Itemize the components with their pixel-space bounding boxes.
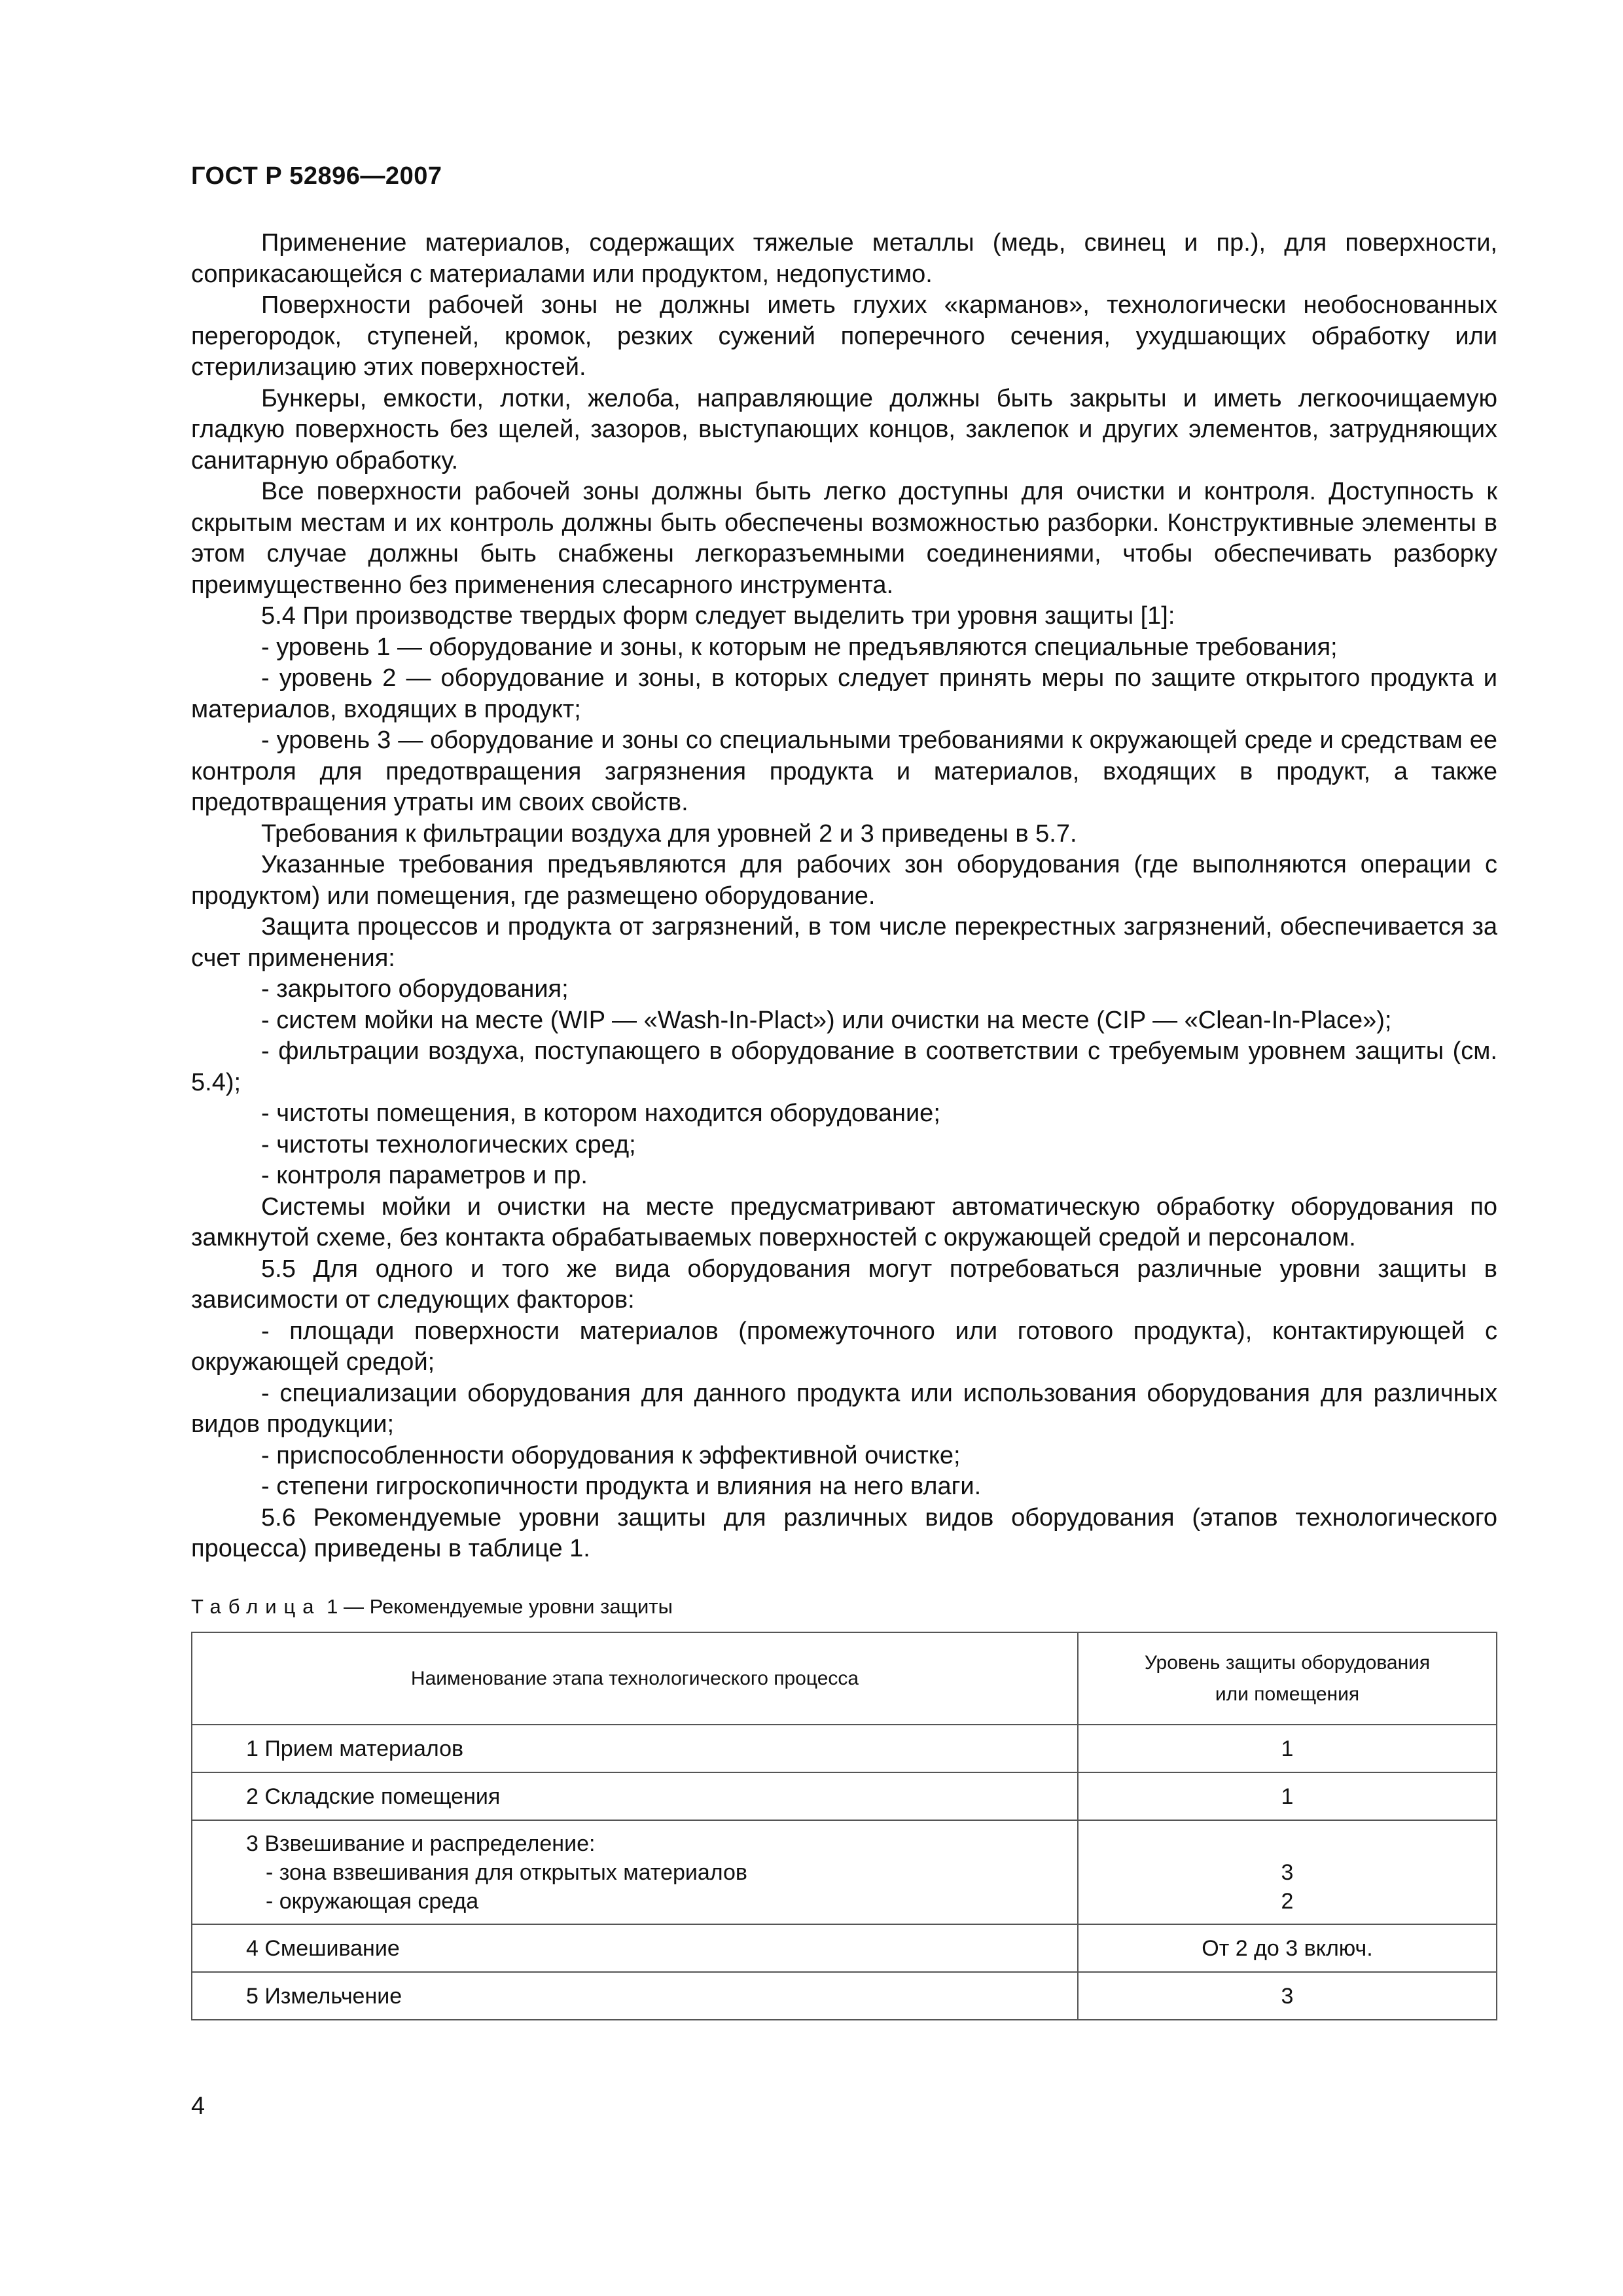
list-item: - степени гигроскопичности продукта и влияния на него влаги. [261, 1473, 982, 1500]
stage-cell: 5 Измельчение [192, 1972, 1078, 2020]
column-header-level-line1: Уровень защиты оборудования [1144, 1651, 1431, 1674]
column-header-level [1078, 1632, 1497, 1725]
list-item: - приспособленности оборудования к эффективной очистке; [261, 1441, 961, 1469]
list-item: - закрытого оборудования; [261, 975, 569, 1003]
list-item: - уровень 2 — оборудование и зоны, в которых следует принять меры по защите открытого продукта и материалов, входящих в продукт; [191, 664, 1497, 723]
stage-cell: 4 Смешивание [192, 1924, 1078, 1972]
level-value: 3 [1281, 1859, 1294, 1885]
page-number: 4 [191, 2092, 205, 2120]
level-cell: 1 [1078, 1772, 1497, 1820]
list-item: - контроля параметров и пр. [261, 1162, 588, 1189]
list-item: - уровень 1 — оборудование и зоны, к которым не предъявляются специальные требования; [261, 633, 1338, 661]
table-caption-title: 1 — Рекомендуемые уровни защиты [321, 1595, 673, 1618]
list-item: - площади поверхности материалов (промежуточного или готового продукта), контактирующей с окружающей средой; [191, 1317, 1497, 1376]
paragraph: Все поверхности рабочей зоны должны быть легко доступны для очистки и контроля. Доступность к скрытым местам и их контроль должны быть обеспечены возможностью разборки. Конструктивные элементы в этом случае должны быть снабжены легкоразъемными соединениями, чтобы обеспечивать разборку преимущественно без применения слесарного инструмента. [191, 478, 1497, 599]
stage-cell [192, 1820, 1078, 1924]
paragraph: Поверхности рабочей зоны не должны иметь глухих «карманов», технологически необоснованных перегородок, ступеней, кромок, резких сужений поперечного сечения, ухудшающих обработку или стерилизацию этих поверхностей. [191, 291, 1497, 381]
document-header: ГОСТ Р 52896—2007 [191, 162, 442, 190]
table-row [192, 1772, 1497, 1820]
stage-subitem: - окружающая среда [266, 1888, 479, 1914]
section-5-4: 5.4 При производстве твердых форм следует выделить три уровня защиты [1]: [261, 602, 1175, 630]
list-item: - систем мойки на месте (WIP — «Wash-In-Plact») или очистки на месте (CIP — «Clean-In-Place»); [261, 1006, 1392, 1034]
list-item: - чистоты помещения, в котором находится оборудование; [261, 1100, 940, 1127]
list-item: - фильтрации воздуха, поступающего в оборудование в соответствии с требуемым уровнем защиты (см. 5.4); [191, 1037, 1497, 1096]
stage-subitem: - зона взвешивания для открытых материалов [266, 1859, 747, 1885]
table-row [192, 1972, 1497, 2020]
paragraph: Требования к фильтрации воздуха для уровней 2 и 3 приведены в 5.7. [261, 819, 1077, 848]
column-header-level-line2: или помещения [1215, 1683, 1360, 1705]
stage-cell: 1 Прием материалов [192, 1725, 1078, 1772]
stage-title: 3 Взвешивание и распределение: [246, 1831, 596, 1856]
level-cell: 1 [1078, 1725, 1497, 1772]
paragraph: Указанные требования предъявляются для рабочих зон оборудования (где выполняются операции с продуктом) или помещения, где размещено оборудование. [191, 851, 1497, 910]
table-caption-label: Таблица [191, 1595, 321, 1618]
level-cell: От 2 до 3 включ. [1078, 1924, 1497, 1972]
level-cell [1078, 1820, 1497, 1924]
document-body [191, 228, 1497, 1565]
table-caption [191, 1595, 673, 1619]
section-5-6: 5.6 Рекомендуемые уровни защиты для различных видов оборудования (этапов технологического процесса) приведены в таблице 1. [191, 1503, 1497, 1562]
list-item: - специализации оборудования для данного продукта или использования оборудования для различных видов продукции; [191, 1379, 1497, 1438]
list-item: - уровень 3 — оборудование и зоны со специальными требованиями к окружающей среде и средствам ее контроля для предотвращения загрязнения продукта и материалов, входящих в продукт, а также предотвращения утраты им своих свойств. [191, 726, 1497, 816]
paragraph: Бункеры, емкости, лотки, желоба, направляющие должны быть закрыты и иметь легкоочищаемую гладкую поверхность без щелей, зазоров, выступающих концов, заклепок и других элементов, затрудняющих санитарную обработку. [191, 384, 1497, 475]
level-cell: 3 [1078, 1972, 1497, 2020]
paragraph: Системы мойки и очистки на месте предусматривают автоматическую обработку оборудования по замкнутой схеме, без контакта обрабатываемых поверхностей с окружающей средой и персоналом. [191, 1193, 1497, 1251]
table-row [192, 1924, 1497, 1972]
protection-levels-table [191, 1632, 1497, 2020]
table-row [192, 1820, 1497, 1924]
stage-cell: 2 Складские помещения [192, 1772, 1078, 1820]
table-header-row [192, 1632, 1497, 1725]
list-item: - чистоты технологических сред; [261, 1130, 636, 1158]
paragraph: Применение материалов, содержащих тяжелые металлы (медь, свинец и пр.), для поверхности, соприкасающейся с материалами или продуктом, недопустимо. [191, 229, 1497, 288]
paragraph: Защита процессов и продукта от загрязнений, в том числе перекрестных загрязнений, обеспечивается за счет применения: [191, 913, 1497, 972]
section-5-5: 5.5 Для одного и того же вида оборудования могут потребоваться различные уровни защиты в зависимости от следующих факторов: [191, 1255, 1497, 1314]
level-value: 2 [1281, 1888, 1294, 1914]
table-row [192, 1725, 1497, 1772]
column-header-stage: Наименование этапа технологического процесса [192, 1632, 1078, 1725]
